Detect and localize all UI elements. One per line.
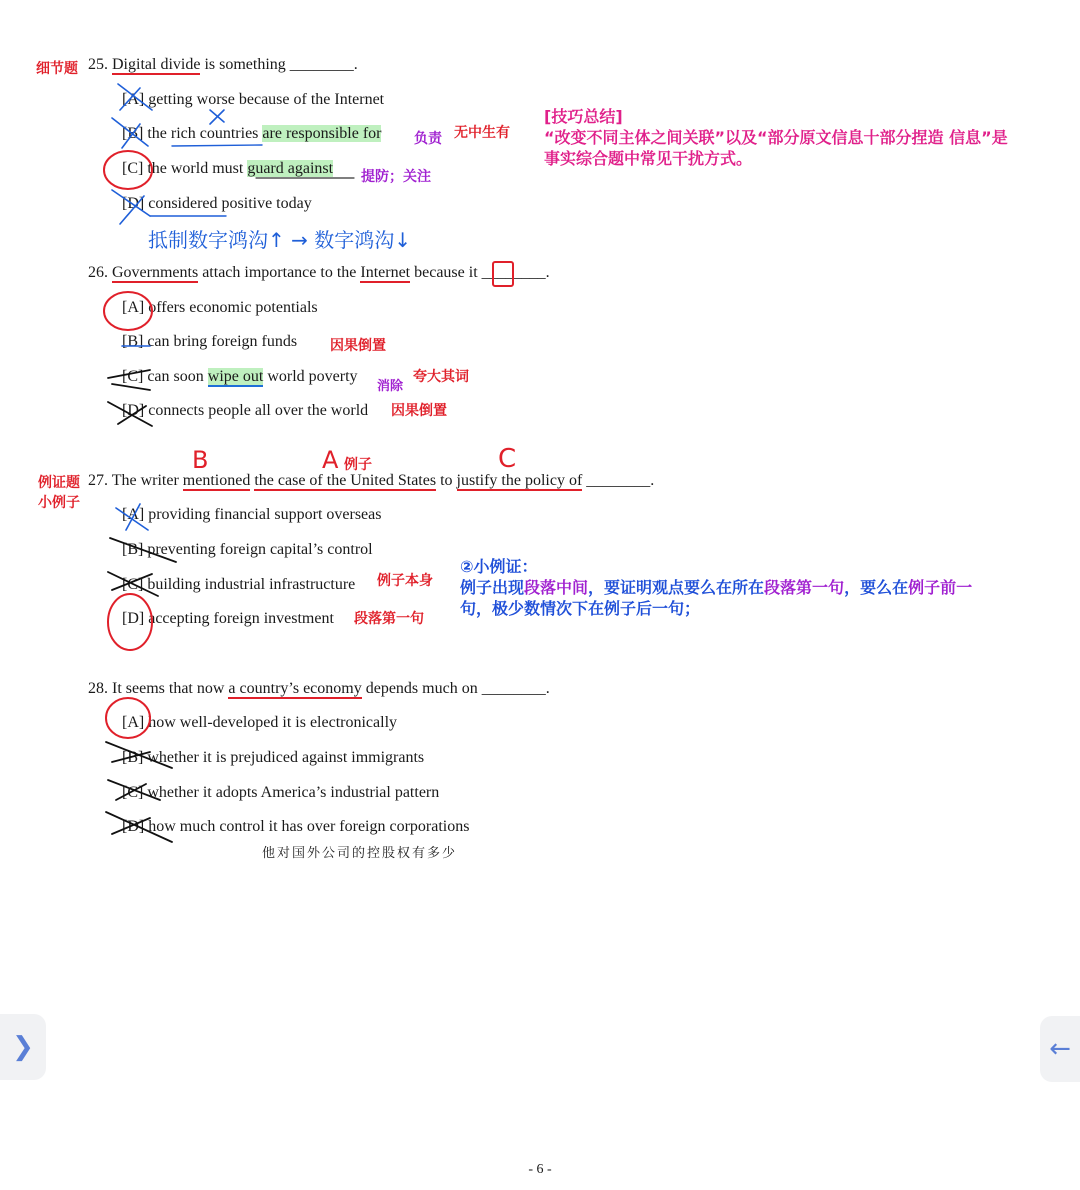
q25-keyword: Digital divide <box>112 56 201 73</box>
q28-number: 28. <box>88 680 108 697</box>
q27-option-b[interactable]: [B] preventing foreign capital’s control <box>122 541 373 558</box>
example-note-line-1 <box>460 577 972 598</box>
q27-stem-start: The writer <box>111 472 183 489</box>
q27-note-d: 段落第一句 <box>354 611 424 627</box>
q26-keyword-governments: Governments <box>112 264 199 281</box>
q27-keyword-case: the case of the United States <box>254 472 437 489</box>
q25-option-c[interactable] <box>122 160 333 178</box>
example-note-seg: 例子出现 <box>460 578 525 597</box>
q27-type-tag: 例证题 <box>38 475 80 491</box>
page-number: - 6 - <box>528 1162 552 1177</box>
q25-stem <box>88 56 358 74</box>
q25-option-b[interactable] <box>122 125 381 143</box>
summary-line-1: “改变不同主体之间关联”以及“部分原文信息十部分捏造 信息”是 <box>544 128 1008 147</box>
q26-note-c2: 夸大其词 <box>413 369 469 385</box>
q25-b-underline <box>172 145 262 146</box>
q26-option-b[interactable]: [B] can bring foreign funds <box>122 333 298 350</box>
q26-option-c-text: [C] can soon <box>122 368 208 385</box>
q27-note-c: 例子本身 <box>377 573 433 589</box>
q26-note-d: 因果倒置 <box>391 403 447 419</box>
q28-option-a[interactable]: [A] how well-developed it is electronically <box>122 714 398 731</box>
chevron-right-icon: ❯ <box>12 1032 34 1062</box>
technique-summary <box>544 106 1008 169</box>
q26-note-b: 因果倒置 <box>330 338 386 354</box>
q28-keyword-economy: a country’s economy <box>228 680 362 697</box>
q27-mark-c: C <box>498 444 517 474</box>
q26-stem <box>88 264 550 282</box>
q25-a-x-mark <box>210 110 224 124</box>
summary-title: [技巧总结] <box>544 107 623 126</box>
q28-stem <box>88 680 550 698</box>
q27-mark-b: B <box>192 446 209 474</box>
q28-option-b[interactable]: [B] whether it is prejudiced against immigrants <box>122 749 425 766</box>
q26-option-c-highlight: wipe out <box>207 368 264 385</box>
example-note-seg: 例子前一 <box>908 578 973 597</box>
example-note-seg: 段落中间 <box>524 578 589 597</box>
q27-option-a[interactable]: [A] providing financial support overseas <box>122 506 382 523</box>
example-note-seg: ，要证明观点要么在所在 <box>588 578 765 597</box>
q25-number: 25. <box>88 56 108 73</box>
q28-stem-end: depends much on ________. <box>361 680 550 697</box>
q27-stem <box>88 472 654 490</box>
q27-option-c[interactable]: [C] building industrial infrastructure <box>122 576 356 593</box>
q25-option-b-highlight: are responsible for <box>262 125 382 142</box>
q25-option-c-text: [C] the world must <box>122 160 248 177</box>
q25-note-b2: 无中生有 <box>454 125 510 141</box>
q27-number: 27. <box>88 472 108 489</box>
q28-option-c[interactable]: [C] whether it adopts America’s industrial pattern <box>122 784 440 801</box>
q26-keyword-internet: Internet <box>360 264 411 281</box>
q26-option-c-end: world poverty <box>263 368 358 385</box>
arrow-left-icon: ← <box>1049 1034 1071 1064</box>
q25-option-b-text: [B] the rich countries <box>122 125 263 142</box>
q25-option-d[interactable]: [D] considered positive today <box>122 195 312 212</box>
q26-stem-end: because it ________. <box>410 264 550 281</box>
q25-type-tag: 细节题 <box>36 61 78 77</box>
q25-option-a[interactable]: [A] getting worse because of the Internet <box>122 91 385 108</box>
next-page-button[interactable] <box>1040 1016 1080 1082</box>
q27-stem-end: ________. <box>582 472 655 489</box>
example-note <box>460 556 972 619</box>
q25-note-b1: 负责 <box>414 131 442 147</box>
previous-page-button[interactable] <box>0 1014 46 1080</box>
q28-stem-start: It seems that now <box>112 680 229 697</box>
summary-line-2: 事实综合题中常见干扰方式。 <box>544 149 753 168</box>
q26-stem-part: attach importance to the <box>198 264 361 281</box>
q28-note-d: 他对国外公司的控股权有多少 <box>262 846 458 861</box>
q27-option-d[interactable]: [D] accepting foreign investment <box>122 610 334 627</box>
q25-note-c: 提防；关注 <box>361 169 431 185</box>
q28-option-d[interactable]: [D] how much control it has over foreign corporations <box>122 818 470 835</box>
q26-number: 26. <box>88 264 108 281</box>
q27-stem-to: to <box>436 472 457 489</box>
q27-keyword-mentioned: mentioned <box>182 472 251 489</box>
q26-option-c[interactable] <box>122 368 358 386</box>
q27-mark-a-note: 例子 <box>344 457 372 473</box>
example-note-line-2: 句，极少数情次下在例子后一句； <box>460 599 701 618</box>
q25-handwritten-note: 抵制数字鸿沟↑ → 数字鸿沟↓ <box>148 228 411 252</box>
q27-type-subtag: 小例子 <box>38 495 80 511</box>
example-note-seg: 段落第一句 <box>764 578 845 597</box>
q25-option-c-highlight: guard against <box>247 160 334 177</box>
q25-stem-rest: is something ________. <box>200 56 358 73</box>
q26-option-d[interactable]: [D] connects people all over the world <box>122 402 369 419</box>
example-note-title: ②小例证： <box>460 557 538 576</box>
example-note-seg: ，要么在 <box>844 578 909 597</box>
q26-option-a[interactable]: [A] offers economic potentials <box>122 299 318 316</box>
q27-keyword-justify: justify the policy of <box>456 472 583 489</box>
q26-note-c1: 消除 <box>377 379 404 394</box>
q27-mark-a: A <box>322 446 339 474</box>
